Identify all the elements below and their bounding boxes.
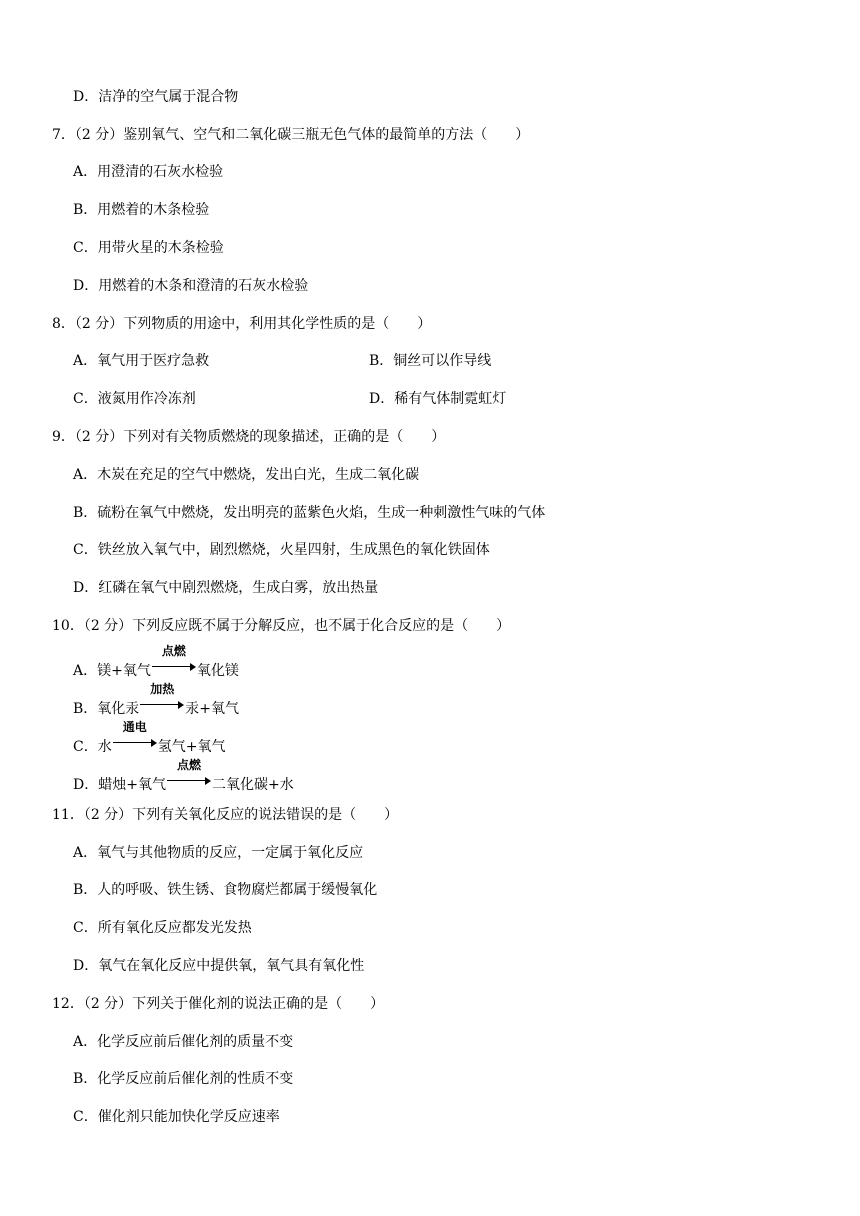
- q7-option-a: A．用澄清的石灰水检验: [73, 164, 224, 180]
- reaction-condition: 点燃: [176, 758, 201, 772]
- reactants: 水: [97, 739, 112, 755]
- q9-option-b: B．硫粉在氧气中燃烧，发出明亮的蓝紫色火焰，生成一种刺激性气味的气体: [73, 505, 546, 521]
- q7-stem: 7．（2 分）鉴别氧气、空气和二氧化碳三瓶无色气体的最简单的方法（ ）: [52, 127, 530, 143]
- products: 二氧化碳+水: [211, 777, 294, 793]
- q6-option-d: D．洁净的空气属于混合物: [73, 89, 239, 105]
- q12-option-c: C．催化剂只能加快化学反应速率: [73, 1109, 280, 1125]
- products: 氢气+氧气: [157, 739, 226, 755]
- q9-option-a: A．木炭在充足的空气中燃烧，发出白光，生成二氧化碳: [73, 467, 420, 483]
- q8-option-b: B．铜丝可以作导线: [369, 353, 492, 369]
- reaction-condition: 点燃: [161, 644, 186, 658]
- reactants: 氧化汞: [97, 701, 140, 717]
- option-label: D．: [73, 777, 99, 793]
- q11-option-c: C．所有氧化反应都发光发热: [73, 920, 252, 936]
- products: 汞+氧气: [185, 701, 240, 717]
- q11-option-a: A．氧气与其他物质的反应，一定属于氧化反应: [73, 845, 364, 861]
- reaction-condition: 加热: [150, 682, 175, 696]
- reaction-arrow-icon: [152, 644, 196, 675]
- reaction-arrow-icon: [113, 720, 157, 751]
- q12-stem: 12．（2 分）下列关于催化剂的说法正确的是（ ）: [52, 996, 385, 1012]
- q7-option-c: C．用带火星的木条检验: [73, 240, 224, 256]
- q10-option-b: [73, 682, 240, 717]
- q9-option-d: D．红磷在氧气中剧烈燃烧，生成白雾，放出热量: [73, 580, 379, 596]
- reactants: 镁+氧气: [97, 663, 151, 679]
- reaction-condition: 通电: [122, 720, 147, 734]
- q8-option-c: C．液氮用作冷冻剂: [73, 391, 196, 407]
- q12-option-b: B．化学反应前后催化剂的性质不变: [73, 1071, 294, 1087]
- reactants: 蜡烛+氧气: [98, 777, 166, 793]
- q11-option-b: B．人的呼吸、铁生锈、食物腐烂都属于缓慢氧化: [73, 882, 378, 898]
- q8-stem: 8．（2 分）下列物质的用途中，利用其化学性质的是（ ）: [52, 316, 432, 332]
- q8-option-d: D．稀有气体制霓虹灯: [369, 391, 507, 407]
- q10-option-d: [73, 758, 294, 793]
- reaction-arrow-icon: [140, 682, 184, 713]
- option-label: C．: [73, 739, 98, 755]
- products: 氧化镁: [196, 663, 239, 679]
- q9-option-c: C．铁丝放入氧气中，剧烈燃烧，火星四射，生成黑色的氧化铁固体: [73, 542, 490, 558]
- q7-option-d: D．用燃着的木条和澄清的石灰水检验: [73, 278, 309, 294]
- q10-option-c: [73, 720, 226, 755]
- option-label: B．: [73, 701, 98, 717]
- q11-option-d: D．氧气在氧化反应中提供氧，氧气具有氧化性: [73, 958, 365, 974]
- option-label: A．: [73, 663, 98, 679]
- q8-option-a: A．氧气用于医疗急救: [73, 353, 210, 369]
- q7-option-b: B．用燃着的木条检验: [73, 202, 210, 218]
- q11-stem: 11．（2 分）下列有关氧化反应的说法错误的是（ ）: [52, 807, 399, 823]
- q12-option-a: A．化学反应前后催化剂的质量不变: [73, 1034, 294, 1050]
- reaction-arrow-icon: [167, 758, 211, 789]
- q9-stem: 9．（2 分）下列对有关物质燃烧的现象描述，正确的是（ ）: [52, 429, 446, 445]
- q10-stem: 10．（2 分）下列反应既不属于分解反应，也不属于化合反应的是（ ）: [52, 618, 511, 634]
- q10-option-a: [73, 644, 239, 679]
